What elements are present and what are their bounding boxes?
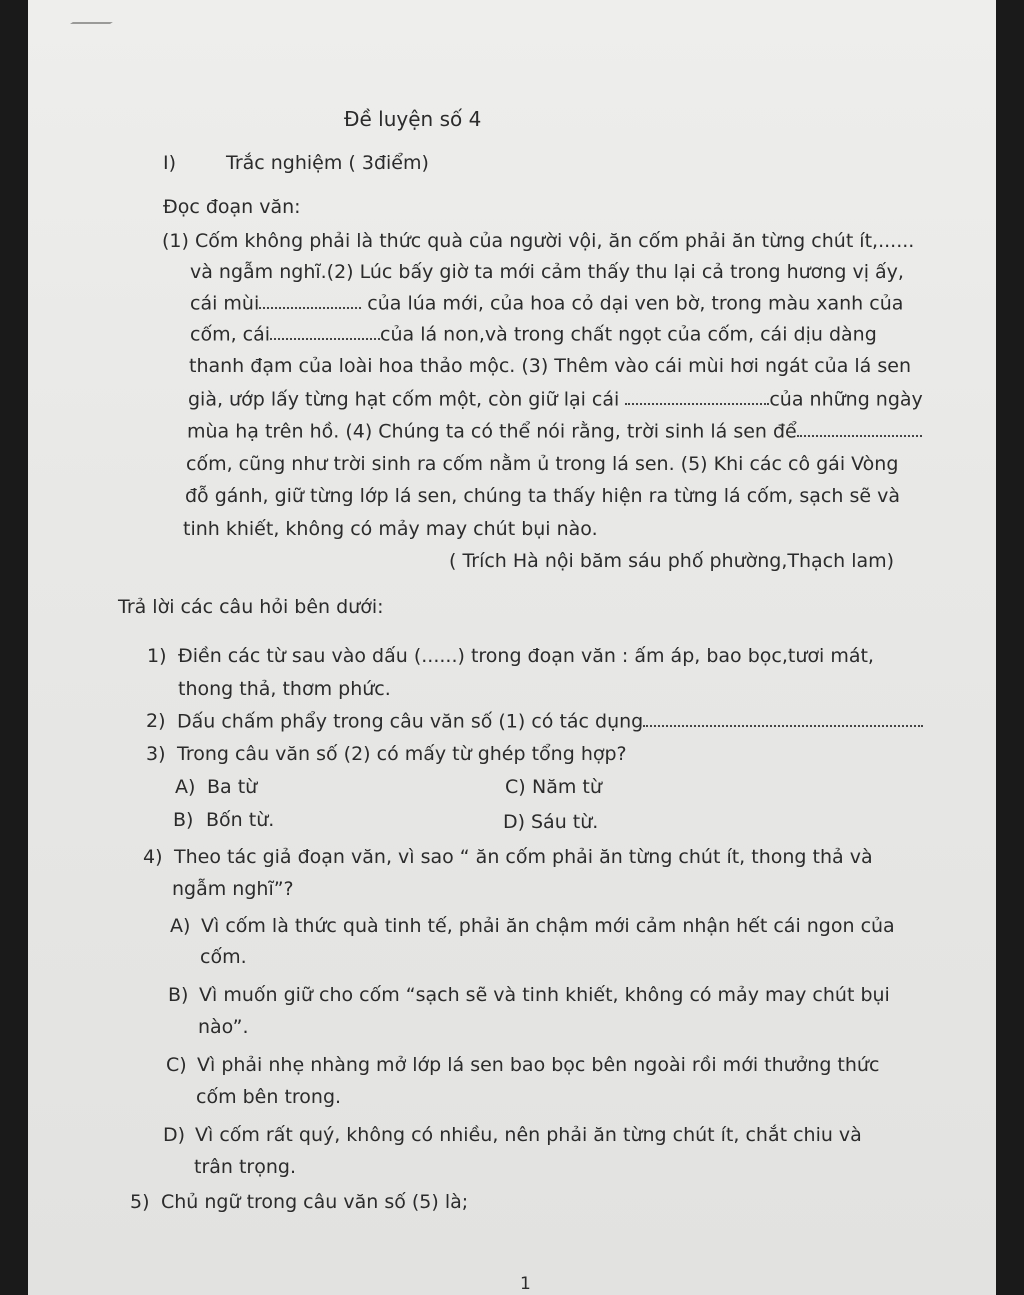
option-key: A) <box>170 915 191 937</box>
option-text: Vì cốm là thức quà tinh tế, phải ăn chậm mới cảm nhận hết cái ngon của <box>201 915 895 937</box>
passage-text: của lúa mới, của hoa cỏ dại ven bờ, trong màu xanh của <box>367 292 904 315</box>
blank-dots <box>270 325 380 340</box>
passage-text: của những ngày <box>769 388 923 411</box>
option-text: Năm từ <box>532 776 602 798</box>
blank-dots <box>625 390 769 405</box>
option-text: trân trọng. <box>194 1156 297 1178</box>
passage-line: cốm, cũng như trời sinh ra cốm nằm ủ trong lá sen. (5) Khi các cô gái Vòng <box>186 453 899 475</box>
blank-dots <box>259 294 361 309</box>
question-text: Điền các từ sau vào dấu (......) trong đoạn văn : ấm áp, bao bọc,tươi mát, <box>178 645 874 667</box>
option-text: cốm bên trong. <box>196 1086 342 1108</box>
question-number: 5) <box>130 1191 150 1213</box>
question-number: 1) <box>147 645 167 667</box>
page-number: 1 <box>520 1274 531 1294</box>
question-text: Theo tác giả đoạn văn, vì sao “ ăn cốm phải ăn từng chút ít, thong thả và <box>174 846 873 868</box>
option-key: D) <box>163 1124 186 1146</box>
option-key: B) <box>168 984 189 1006</box>
option-text: Ba từ <box>207 776 258 798</box>
option-key: B) <box>173 809 194 831</box>
passage-text: cái mùi <box>190 292 260 315</box>
section-title: Trắc nghiệm ( 3điểm) <box>226 152 429 174</box>
read-label: Đọc đoạn văn: <box>163 196 301 218</box>
option-key: A) <box>175 776 196 798</box>
passage-line <box>187 422 922 441</box>
passage-text: mùa hạ trên hồ. (4) Chúng ta có thể nói rằng, trời sinh lá sen để <box>187 420 797 443</box>
question-text-content: Dấu chấm phẩy trong câu văn số (1) có tác dụng <box>177 710 644 733</box>
question-text <box>177 712 923 731</box>
question-number: 4) <box>143 846 163 868</box>
option-text: Vì phải nhẹ nhàng mở lớp lá sen bao bọc bên ngoài rồi mới thưởng thức <box>197 1054 880 1076</box>
blank-dots <box>643 712 923 727</box>
passage-line: thanh đạm của loài hoa thảo mộc. (3) Thêm vào cái mùi hơi ngát của lá sen <box>189 355 911 377</box>
option-text: Vì muốn giữ cho cốm “sạch sẽ và tinh khiết, không có mảy may chút bụi <box>199 984 890 1006</box>
passage-text: của lá non,và trong chất ngọt của cốm, cái dịu dàng <box>380 323 877 346</box>
question-number: 3) <box>146 743 166 765</box>
passage-line <box>190 325 877 344</box>
option-key: D) <box>503 811 526 833</box>
passage-line: (1) Cốm không phải là thức quà của người vội, ăn cốm phải ăn từng chút ít,...... <box>162 230 915 252</box>
passage-line <box>188 390 923 409</box>
question-number: 2) <box>146 710 166 732</box>
option-key: C) <box>166 1054 187 1076</box>
option-key: C) <box>505 776 526 798</box>
question-text: Chủ ngữ trong câu văn số (5) là; <box>161 1191 469 1213</box>
option-text: Sáu từ. <box>531 811 599 833</box>
option-text: cốm. <box>200 946 247 968</box>
question-text: ngẫm nghĩ”? <box>172 878 294 900</box>
question-text: Trong câu văn số (2) có mấy từ ghép tổng hợp? <box>177 743 627 765</box>
section-number: I) <box>163 152 177 174</box>
document-title: Đề luyện số 4 <box>344 107 482 131</box>
blank-dots <box>797 422 922 437</box>
option-text: Vì cốm rất quý, không có nhiều, nên phải ăn từng chút ít, chắt chiu và <box>195 1124 862 1146</box>
passage-line: đỗ gánh, giữ từng lớp lá sen, chúng ta thấy hiện ra từng lá cốm, sạch sẽ và <box>185 485 900 507</box>
question-text: thong thả, thơm phức. <box>178 678 391 700</box>
option-text: Bốn từ. <box>206 809 275 831</box>
option-text: nào”. <box>198 1016 249 1038</box>
passage-line <box>190 294 903 313</box>
citation: ( Trích Hà nội băm sáu phố phường,Thạch lam) <box>449 550 895 572</box>
passage-text: già, ướp lấy từng hạt cốm một, còn giữ lại cái <box>188 388 620 411</box>
passage-text: cốm, cái <box>190 323 271 346</box>
passage-line: và ngẫm nghĩ.(2) Lúc bấy giờ ta mới cảm thấy thu lại cả trong hương vị ấy, <box>190 261 904 283</box>
passage-line: tinh khiết, không có mảy may chút bụi nào. <box>183 518 598 540</box>
answer-label: Trả lời các câu hỏi bên dưới: <box>118 596 384 618</box>
